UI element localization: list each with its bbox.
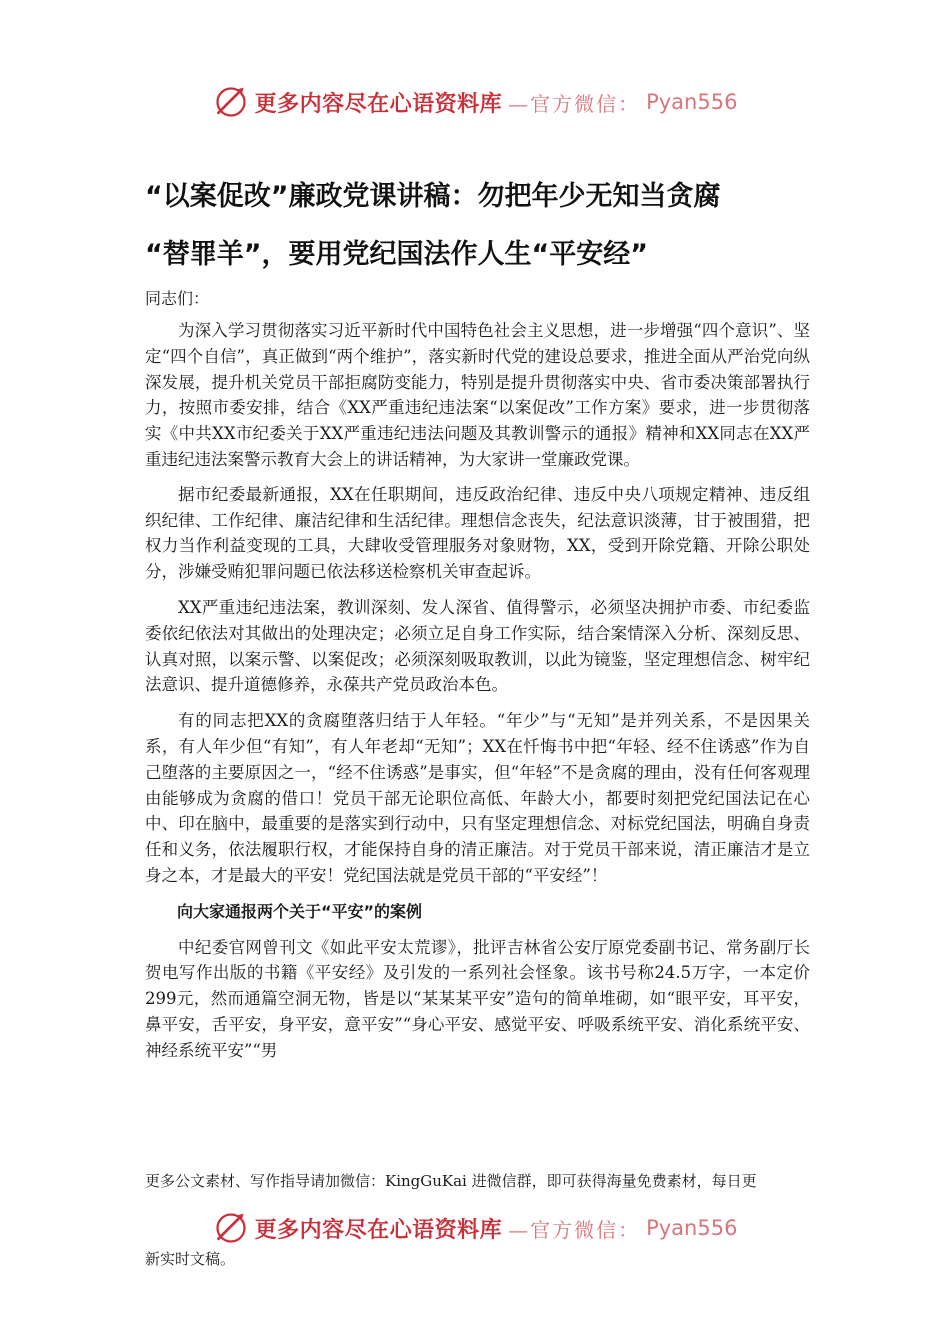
paragraph-2: 据市纪委最新通报，XX在任职期间，违反政治纪律、违反中央八项规定精神、违反组织纪律、工作纪律、廉洁纪律和生活纪律。理想信念丧失，纪法意识淡薄，甘于被围猎，把权力当作利益变现的工具，大肆收受管理服务对象财物，XX，受到开除党籍、开除公职处分，涉嫌受贿犯罪问题已依法移送检察机关审查起诉。 — [145, 484, 810, 582]
banner-wechat-id: Pyan556 — [646, 90, 738, 114]
paragraph-5: 中纪委官网曾刊文《如此平安太荒谬》，批评吉林省公安厅原党委副书记、常务副厅长贺电写作出版的书籍《平安经》及引发的一系列社会怪象。该书号称24.5万字，一本定价299元，然而通篇空洞无物，皆是以“某某某平安”造句的简单堆砌，如“眼平安，耳平安，鼻平安，舌平安，身平安，意平安”“身心平安、感觉平安、呼吸系统平安、消化系统平安、神经系统平安”“男 — [145, 937, 810, 1060]
brand-logo-icon — [213, 84, 249, 120]
document-title — [145, 168, 845, 284]
title-line-1: “以案促改”廉政党课讲稿：勿把年少无知当贪腐 — [145, 181, 721, 212]
banner-sub-text-bottom: —官方微信： — [508, 1217, 641, 1242]
top-banner — [0, 82, 950, 122]
bottom-banner — [0, 1208, 950, 1248]
paragraph-1: 为深入学习贯彻落实习近平新时代中国特色社会主义思想，进一步增强“四个意识”、坚定“四个自信”，真正做到“两个维护”，落实新时代党的建设总要求，推进全面从严治党向纵深发展，提升机关党员干部拒腐防变能力，特别是提升贯彻落实中央、省市委决策部署执行力，按照市委安排，结合《XX严重违纪违法案“以案促改”工作方案》要求，进一步贯彻落实《中共XX市纪委关于XX严重违纪违法问题及其教训警示的通报》精神和XX同志在XX严重违纪违法案警示教育大会上的讲话精神，为大家讲一堂廉政党课。 — [145, 321, 810, 469]
title-line-2: “替罪羊”，要用党纪国法作人生“平安经” — [145, 239, 648, 270]
section-subheading: 向大家通报两个关于“平安”的案例 — [177, 901, 423, 921]
banner-main-text: 更多内容尽在心语资料库 — [254, 90, 503, 117]
document-body — [145, 318, 810, 1073]
footer-note-line-1: 更多公文素材、写作指导请加微信：KingGuKai 进微信群，即可获得海量免费素材，每日更 — [145, 1172, 757, 1190]
banner-main-text-bottom: 更多内容尽在心语资料库 — [254, 1216, 503, 1243]
banner-sub-text: —官方微信： — [508, 91, 641, 116]
footer-note-line-2: 新实时文稿。 — [145, 1250, 236, 1268]
brand-logo-icon-bottom — [213, 1210, 249, 1246]
paragraph-4: 有的同志把XX的贪腐堕落归结于人年轻。“年少”与“无知”是并列关系，不是因果关系，有人年少但“有知”，有人年老却“无知”；XX在忏悔书中把“年轻、经不住诱惑”作为自己堕落的主要原因之一，“经不住诱惑”是事实，但“年轻”不是贪腐的理由，没有任何客观理由能够成为贪腐的借口！党员干部无论职位高低、年龄大小，都要时刻把党纪国法记在心中、印在脑中，最重要的是落实到行动中，只有坚定理想信念、对标党纪国法，明确自身责任和义务，依法履职行权，才能保持自身的清正廉洁。对于党员干部来说，清正廉洁才是立身之本，才是最大的平安！党纪国法就是党员干部的“平安经”！ — [145, 711, 810, 885]
paragraph-3: XX严重违纪违法案，教训深刻、发人深省、值得警示，必须坚决拥护市委、市纪委监委依纪依法对其做出的处理决定；必须立足自身工作实际，结合案情深入分析、深刻反思、认真对照，以案示警、以案促改；必须深刻吸取教训，以此为镜鉴，坚定理想信念、树牢纪法意识、提升道德修养，永葆共产党员政治本色。 — [145, 597, 810, 695]
salutation: 同志们： — [145, 289, 210, 308]
banner-wechat-id-bottom: Pyan556 — [646, 1216, 738, 1240]
